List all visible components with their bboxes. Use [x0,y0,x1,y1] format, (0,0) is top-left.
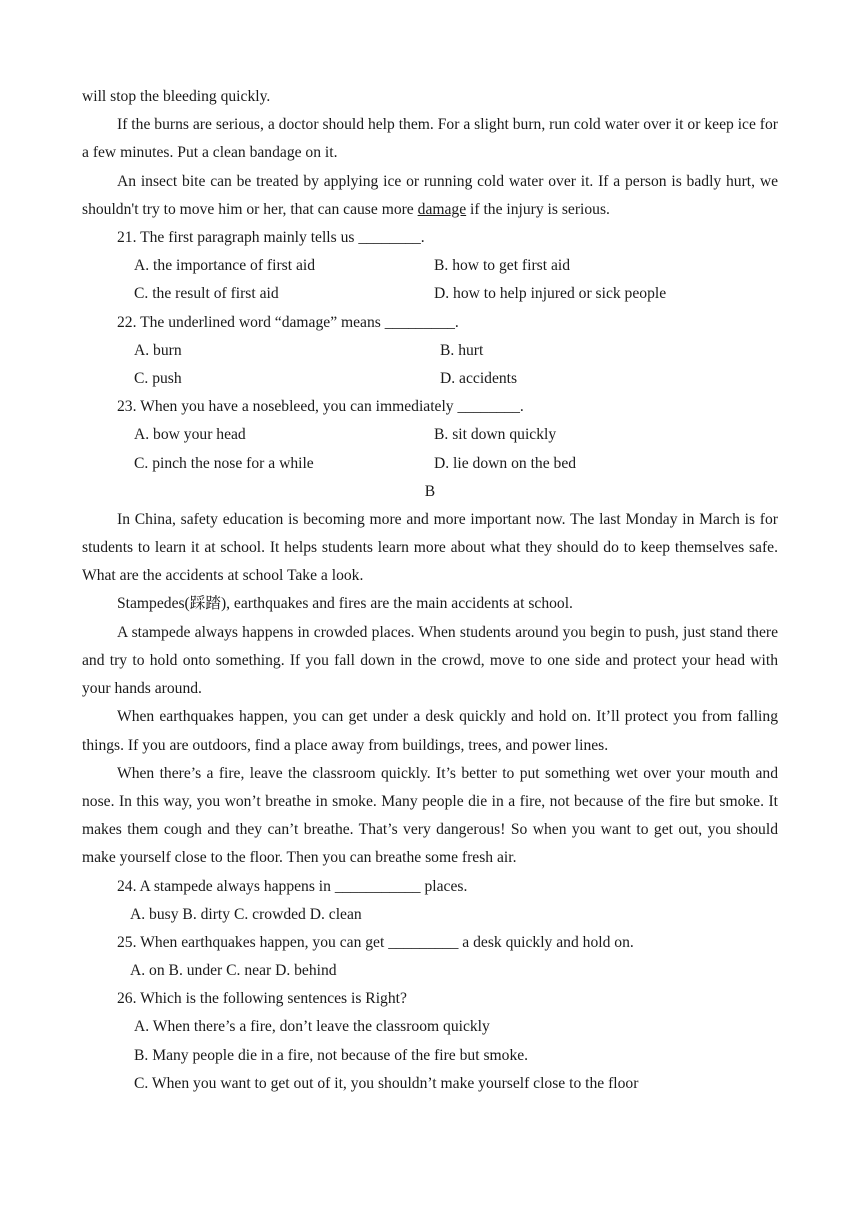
question-26-stem: 26. Which is the following sentences is Right? [117,990,407,1008]
section-b-paragraph-4: When earthquakes happen, you can get under a desk quickly and hold on. It’ll protect you from falling things. If you are outdoors, find a place away from buildings, trees, and power lines. [82,708,778,754]
section-b-heading: B [424,482,436,500]
section-b-paragraph-5: When there’s a fire, leave the classroom quickly. It’s better to put something wet over your mouth and nose. In this way, you won’t breathe in smoke. Many people die in a fire, not because of the fire but smoke. It makes them cough and they can’t breathe. That’s very dangerous! So when you want to get out, you should make yourself close to the floor. Then you can breathe some fresh air. [82,764,778,867]
question-23-stem: 23. When you have a nosebleed, you can immediately ________. [117,398,524,416]
question-22-option-d: D. accidents [440,369,518,387]
question-26-option-a: A. When there’s a fire, don’t leave the classroom quickly [134,1018,490,1036]
underlined-word-damage: damage [417,200,467,218]
question-21-option-c: C. the result of first aid [134,285,279,303]
question-24-options: A. busy B. dirty C. crowded D. clean [130,905,362,923]
passage-a-insect-paragraph [82,168,778,224]
question-23-option-c: C. pinch the nose for a while [134,454,314,472]
question-22-options-row-1 [82,337,778,365]
section-b-paragraph-1: In China, safety education is becoming more and more important now. The last Monday in March is for students to learn it at school. It helps students learn more about what they should do to keep themselves safe. What are the accidents at school Take a look. [82,510,778,585]
question-26-option-c: C. When you want to get out of it, you shouldn’t make yourself close to the floor [134,1074,639,1092]
question-22-option-a: A. burn [134,341,182,359]
question-21-stem: 21. The first paragraph mainly tells us ________. [117,229,425,246]
question-23-option-b: B. sit down quickly [434,426,557,444]
question-23-options-row-1 [82,421,778,449]
question-23-options-row-2 [82,450,778,478]
question-22-stem: 22. The underlined word “damage” means _________. [117,313,459,331]
question-22-options-row-2 [82,365,778,393]
section-b-paragraph-2: Stampedes(踩踏), earthquakes and fires are the main accidents at school. [117,595,573,613]
passage-a-burns-paragraph: If the burns are serious, a doctor should help them. For a slight burn, run cold water over it or keep ice for a few minutes. Put a clean bandage on it. [82,116,778,162]
section-b-paragraph-3: A stampede always happens in crowded places. When students around you begin to push, just stand there and try to hold onto something. If you fall down in the crowd, move to one side and protect your head with your hands around. [82,623,778,698]
question-26-option-b: B. Many people die in a fire, not because of the fire but smoke. [134,1046,529,1064]
question-21-option-d: D. how to help injured or sick people [434,285,667,303]
question-22-option-b: B. hurt [440,341,484,359]
question-23-option-a: A. bow your head [134,426,246,444]
question-21-option-a: A. the importance of first aid [134,257,316,275]
question-25-stem: 25. When earthquakes happen, you can get _________ a desk quickly and hold on. [117,933,634,951]
insect-text-after: if the injury is serious. [466,200,610,218]
document-page [82,83,778,1098]
question-21-options-row-1 [82,252,778,280]
question-24-stem: 24. A stampede always happens in ___________ places. [117,877,468,895]
question-21-options-row-2 [82,280,778,308]
passage-a-line: will stop the bleeding quickly. [82,88,271,105]
question-25-options: A. on B. under C. near D. behind [130,962,337,980]
question-21-option-b: B. how to get first aid [434,257,570,275]
question-23-option-d: D. lie down on the bed [434,454,577,472]
insect-text-before: An insect bite can be treated by applying ice or running cold water over it. If a person is badly hurt, we shouldn't try to move him or her, that can cause more [82,172,778,218]
question-22-option-c: C. push [134,369,182,387]
